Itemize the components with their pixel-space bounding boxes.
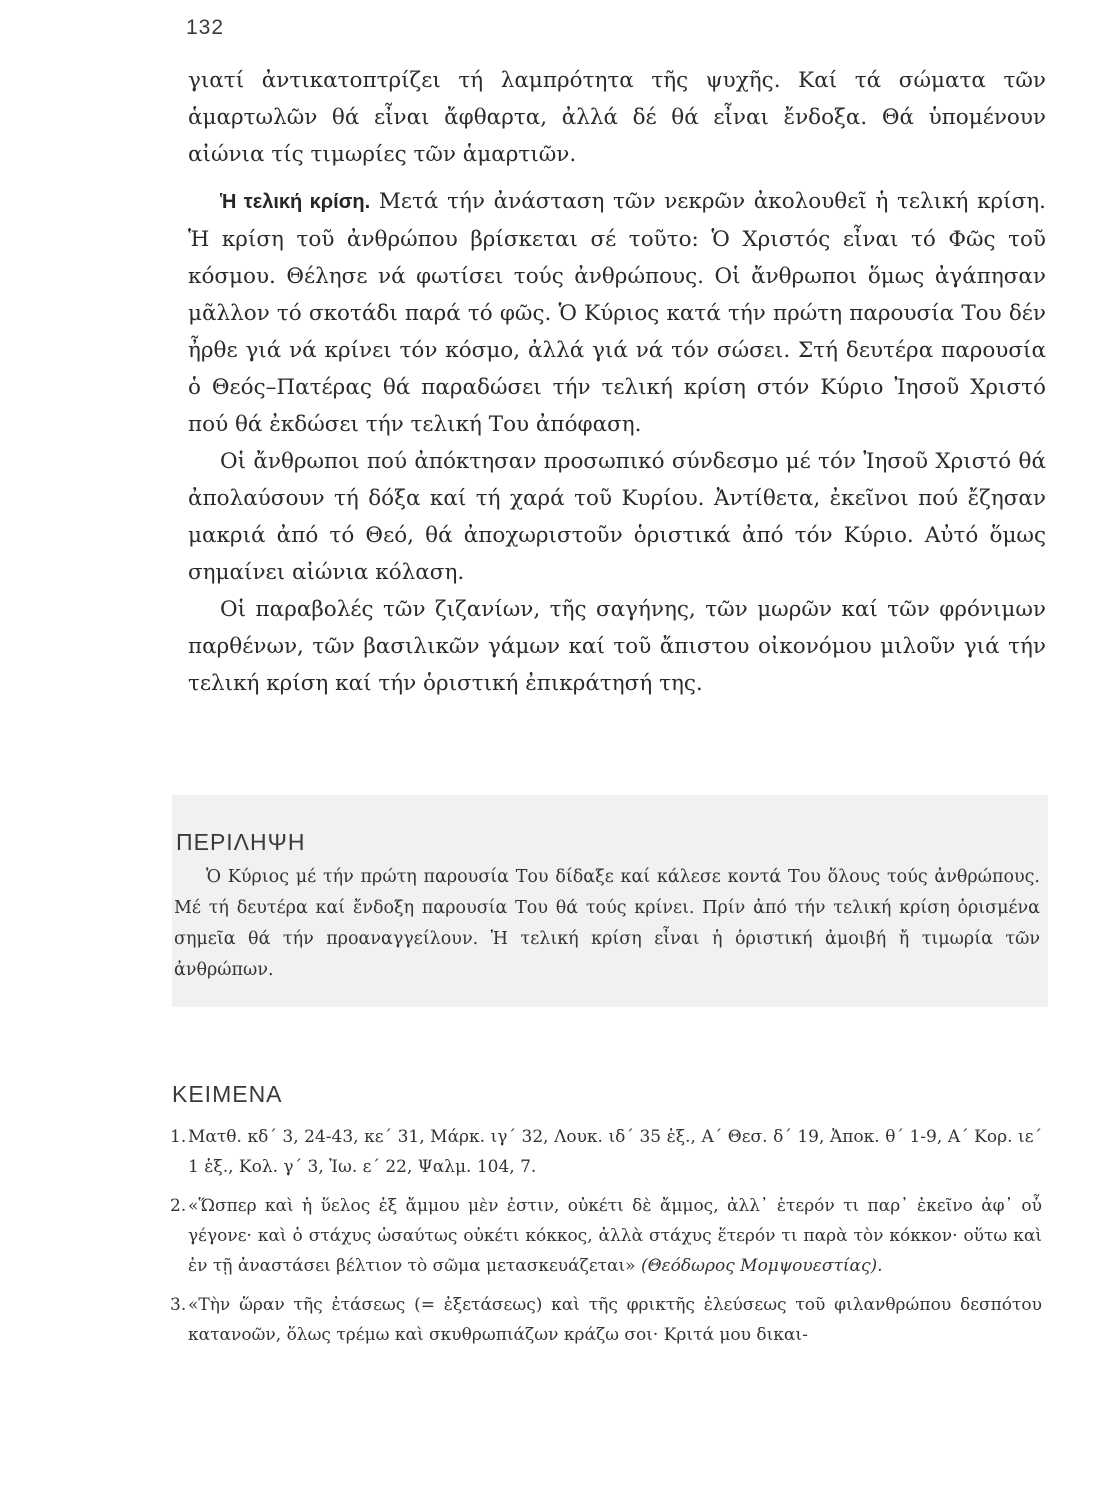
page-number: 132 — [186, 16, 225, 39]
text-item-source: (Θεόδωρος Μομψουεστίας). — [640, 1256, 883, 1276]
texts-list — [170, 1122, 1042, 1359]
text-item-body: Ματθ. κδ΄ 3, 24-43, κε΄ 31, Μάρκ. ιγ΄ 32, Λουκ. ιδ΄ 35 ἑξ., Α΄ Θεσ. δ΄ 19, Ἀποκ. θ΄ 1-9, Α΄ Κορ. ιε΄ 1 ἑξ., Κολ. γ΄ 3, Ἰω. ε΄ 22, Ψαλμ. 104, 7. — [188, 1127, 1042, 1177]
text-item-body: «Τὴν ὥραν τῆς ἐτάσεως (= ἐξετάσεως) καὶ τῆς φρικτῆς ἐλεύσεως τοῦ φιλανθρώπου δεσπότου κατανοῶν, ὅλως τρέμω καὶ σκυθρωπιάζων κράζω σοι· Κριτά μου δικαι- — [188, 1295, 1042, 1345]
text-item-number: 1. — [170, 1127, 187, 1147]
text-item-body: «Ὥσπερ καὶ ἡ ὕελος ἐξ ἄμμου μὲν ἐστιν, οὐκέτι δὲ ἄμμος, ἀλλ᾽ ἑτερόν τι παρ᾽ ἐκεῖνο ἀφ᾽ οὗ γέγονε· καὶ ὁ στάχυς ὡσαύτως οὐκέτι κόκκος, ἀλλὰ στάχυς ἕτερόν τι παρὰ τὸν κόκκον· οὕτω καὶ ἐν τῇ ἀναστάσει βέλτιον τὸ σῶμα μετασκευάζεται» — [188, 1196, 1042, 1276]
paragraph-final-judgment-text: Μετά τήν ἀνάσταση τῶν νεκρῶν ἀκολουθεῖ ἡ τελική κρίση. Ἡ κρίση τοῦ ἀνθρώπου βρίσκεται σέ τοῦτο: Ὁ Χριστός εἶναι τό Φῶς τοῦ κόσμου. Θέλησε νά φωτίσει τούς ἀνθρώπους. Οἱ ἄνθρωποι ὅμως ἀγάπησαν μᾶλλον τό σκοτάδι παρά τό φῶς. Ὁ Κύριος κατά τήν πρώτη παρουσία Του δέν ἦρθε γιά νά κρίνει τόν κόσμο, ἀλλά γιά νά τόν σώσει. Στή δευτέρα παρουσία ὁ Θεός–Πατέρας θά παραδώσει τήν τελική κρίση στόν Κύριο Ἰησοῦ Χριστό πού θά ἐκδώσει τήν τελική Του ἀπόφαση. — [188, 189, 1046, 437]
paragraph-continuation: γιατί ἀντικατοπτρίζει τή λαμπρότητα τῆς ψυχῆς. Καί τά σώματα τῶν ἁμαρτωλῶν θά εἶναι ἄφθαρτα, ἀλλά δέ θά εἶναι ἔνδοξα. Θά ὑπομένουν αἰώνια τίς τιμωρίες τῶν ἁμαρτιῶν. — [188, 68, 1046, 167]
section-run-in-heading: Ἡ τελική κρίση. — [220, 191, 371, 213]
summary-paragraph: Ὁ Κύριος μέ τήν πρώτη παρουσία Του δίδαξε καί κάλεσε κοντά Του ὅλους τούς ἀνθρώπους. Μέ τή δευτέρα καί ἔνδοξη παρουσία Του θά τούς κρίνει. Πρίν ἀπό τήν τελική κρίση ὁρισμένα σημεῖα θά τήν προαναγγείλουν. Ἡ τελική κρίση εἶναι ἡ ὁριστική ἀμοιβή ἤ τιμωρία τῶν ἀνθρώπων. — [174, 867, 1040, 980]
texts-heading: ΚΕΙΜΕΝΑ — [172, 1081, 283, 1108]
text-item-number: 3. — [170, 1295, 187, 1315]
text-item-number: 2. — [170, 1196, 187, 1216]
summary-heading: ΠΕΡΙΛΗΨΗ — [176, 829, 306, 856]
paragraph-3: Οἱ παραβολές τῶν ζιζανίων, τῆς σαγήνης, τῶν μωρῶν καί τῶν φρόνιμων παρθένων, τῶν βασιλικῶν γάμων καί τοῦ ἄπιστου οἰκονόμου μιλοῦν γιά τήν τελική κρίση καί τήν ὁριστική ἐπικράτησή της. — [188, 597, 1046, 696]
paragraph-2: Οἱ ἄνθρωποι πού ἀπόκτησαν προσωπικό σύνδεσμο μέ τόν Ἰησοῦ Χριστό θά ἀπολαύσουν τή δόξα καί τή χαρά τοῦ Κυρίου. Ἀντίθετα, ἐκεῖνοι πού ἔζησαν μακριά ἀπό τό Θεό, θά ἀποχωριστοῦν ὁριστικά ἀπό τόν Κύριο. Αὐτό ὅμως σημαίνει αἰώνια κόλαση. — [188, 449, 1046, 585]
main-text — [188, 62, 1046, 702]
text-item-2 — [170, 1191, 1042, 1281]
summary-text — [174, 862, 1040, 986]
paragraph-final-judgment — [188, 183, 1046, 443]
text-item-3 — [170, 1290, 1042, 1350]
text-item-1 — [170, 1122, 1042, 1182]
